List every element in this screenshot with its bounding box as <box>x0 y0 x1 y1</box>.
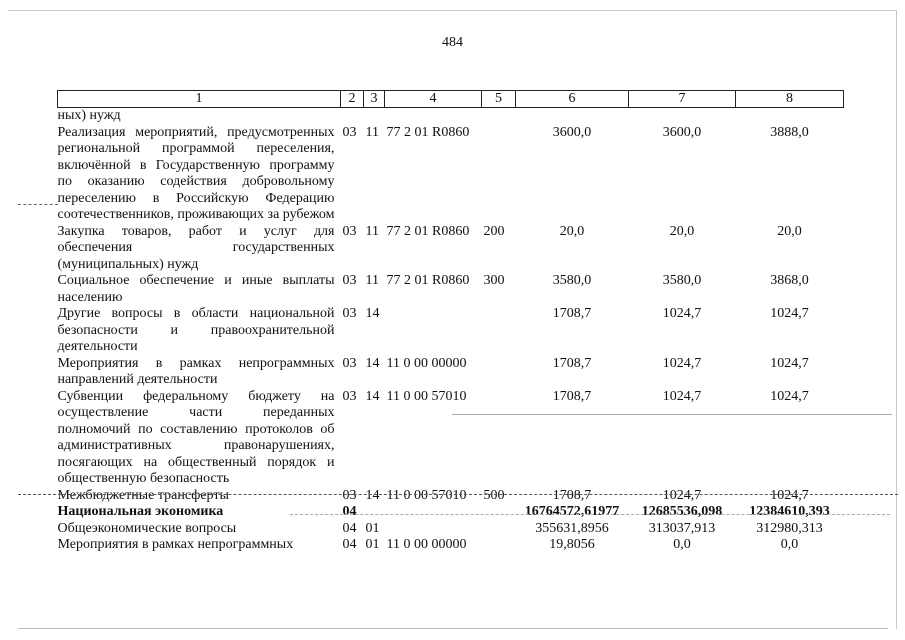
amount-year-1: 20,0 <box>559 223 585 239</box>
amount-year-2: 1024,7 <box>662 388 702 404</box>
table-row <box>58 273 844 306</box>
expense-type-code: 300 <box>483 273 505 288</box>
expense-type-code <box>482 356 516 389</box>
target-article-code: 11 0 00 57010 <box>386 487 467 503</box>
subsection-code: 14 <box>365 355 380 371</box>
header-col-1: 1 <box>58 91 341 108</box>
section-code: 03 <box>342 388 357 404</box>
table-row <box>58 125 844 224</box>
row-name: Закупка товаров, работ и услуг для обеспечения государственных (муниципальных) нужд <box>57 223 335 272</box>
amount-year-3: 3888,0 <box>770 124 809 140</box>
amount-year-2: 1024,7 <box>662 355 702 371</box>
section-code: 04 <box>342 520 357 536</box>
subsection-code: 14 <box>365 388 380 404</box>
subsection-code: 14 <box>365 487 380 503</box>
section-code: 04 <box>342 537 357 552</box>
subsection-code: 01 <box>365 520 380 536</box>
amount-year-1: 1708,7 <box>552 388 592 404</box>
amount-year-3: 0,0 <box>780 537 799 552</box>
scan-artifact-line <box>452 414 892 415</box>
table-row <box>58 389 844 488</box>
expense-type-code <box>482 537 516 554</box>
subsection-code: 14 <box>365 306 380 321</box>
expense-type-code <box>482 389 516 488</box>
subsection-code: 01 <box>365 537 380 552</box>
scan-artifact-line <box>290 514 890 515</box>
table-row <box>58 521 844 538</box>
header-col-4: 4 <box>385 91 482 108</box>
header-col-6: 6 <box>516 91 629 108</box>
amount-year-1: 3600,0 <box>552 124 592 140</box>
amount-year-3: 3868,0 <box>770 273 809 288</box>
row-name: Социальное обеспечение и иные выплаты населению <box>57 273 335 305</box>
amount-year-3: 12384610,393 <box>749 504 830 519</box>
table-row <box>58 224 844 274</box>
row-name: Мероприятия в рамках непрограммных направлений деятельности <box>57 355 335 387</box>
amount-year-1: 355631,8956 <box>535 520 609 536</box>
subsection-code <box>364 504 385 521</box>
row-name: ных) нужд <box>57 108 121 123</box>
expense-type-code <box>482 125 516 224</box>
amount-year-2: 3600,0 <box>662 124 702 140</box>
amount-year-2: 1024,7 <box>662 306 702 321</box>
header-col-2: 2 <box>341 91 364 108</box>
table-row <box>58 356 844 389</box>
header-col-7: 7 <box>629 91 736 108</box>
amount-year-1: 1708,7 <box>552 306 592 321</box>
header-col-3: 3 <box>364 91 385 108</box>
amount-year-3: 20,0 <box>777 223 802 239</box>
subsection-code: 11 <box>365 273 379 288</box>
amount-year-3: 1024,7 <box>770 355 809 371</box>
expense-type-code <box>482 521 516 538</box>
table-row <box>58 488 844 505</box>
scan-artifact-line <box>18 494 898 495</box>
table-row <box>58 108 844 125</box>
row-name: Субвенции федеральному бюджету на осуществление части переданных полномочий по составлению протоколов об административных правонарушениях, посягающих на общественный порядок и общественную безопасность <box>57 388 335 486</box>
amount-year-2: 20,0 <box>669 223 695 239</box>
target-article-code <box>385 521 482 538</box>
target-article-code: 77 2 01 R0860 <box>386 124 470 140</box>
section-code: 03 <box>342 273 357 288</box>
section-code: 04 <box>342 504 357 519</box>
expense-type-code: 500 <box>483 487 505 503</box>
amount-year-1: 3580,0 <box>552 273 592 288</box>
amount-year-3: 1024,7 <box>770 487 809 503</box>
page-number: 484 <box>442 35 463 50</box>
header-col-5: 5 <box>482 91 516 108</box>
table-header-row <box>58 91 844 108</box>
amount-year-2: 313037,913 <box>648 520 716 536</box>
expense-type-code <box>482 306 516 356</box>
subsection-code: 11 <box>365 124 379 140</box>
subsection-code <box>364 108 385 125</box>
expense-type-code <box>482 108 516 125</box>
amount-year-2: 1024,7 <box>662 487 702 503</box>
expense-type-code <box>482 504 516 521</box>
section-code: 03 <box>342 306 357 321</box>
amount-year-1: 19,8056 <box>549 537 595 552</box>
section-code: 03 <box>342 355 357 371</box>
target-article-code: 77 2 01 R0860 <box>386 223 470 239</box>
row-name: Межбюджетные трансферты <box>57 487 229 503</box>
amount-year-3: 312980,313 <box>756 520 823 536</box>
row-name: Национальная экономика <box>57 504 224 519</box>
section-code <box>341 108 364 125</box>
table-row <box>58 306 844 356</box>
target-article-code <box>385 306 482 356</box>
amount-year-1: 1708,7 <box>552 355 592 371</box>
budget-table <box>57 90 844 554</box>
section-code: 03 <box>342 223 357 239</box>
amount-year-2: 12685536,098 <box>641 504 723 519</box>
target-article-code <box>385 108 482 125</box>
section-code: 03 <box>342 124 357 140</box>
amount-year-2 <box>629 108 736 125</box>
scan-artifact-line <box>18 204 58 205</box>
amount-year-1: 16764572,61977 <box>524 504 620 519</box>
amount-year-3 <box>736 108 844 125</box>
subsection-code: 11 <box>365 223 379 239</box>
header-col-8: 8 <box>736 91 844 108</box>
target-article-code: 77 2 01 R0860 <box>386 273 470 288</box>
row-name: Реализация мероприятий, предусмотренных региональной программой переселения, включённой в Государственную программу по оказанию содействия добровольному переселению в Российскую Федерацию соотечественников, проживающих за рубежом <box>57 124 335 222</box>
amount-year-1: 1708,7 <box>552 487 592 503</box>
amount-year-2: 3580,0 <box>662 273 702 288</box>
table-row <box>58 537 844 554</box>
target-article-code: 11 0 00 00000 <box>386 537 467 552</box>
amount-year-1 <box>516 108 629 125</box>
target-article-code: 11 0 00 57010 <box>386 388 467 404</box>
section-code: 03 <box>342 487 357 503</box>
expense-type-code: 200 <box>483 223 505 239</box>
amount-year-3: 1024,7 <box>770 306 809 321</box>
target-article-code <box>385 504 482 521</box>
table-row <box>58 504 844 521</box>
row-name: Другие вопросы в области национальной безопасности и правоохранительной деятельности <box>57 306 335 354</box>
target-article-code: 11 0 00 00000 <box>386 355 467 371</box>
amount-year-3: 1024,7 <box>770 388 809 404</box>
amount-year-2: 0,0 <box>673 537 691 552</box>
row-name: Мероприятия в рамках непрограммных <box>57 537 294 552</box>
scan-artifact-line <box>18 628 888 629</box>
row-name: Общеэкономические вопросы <box>57 520 237 536</box>
